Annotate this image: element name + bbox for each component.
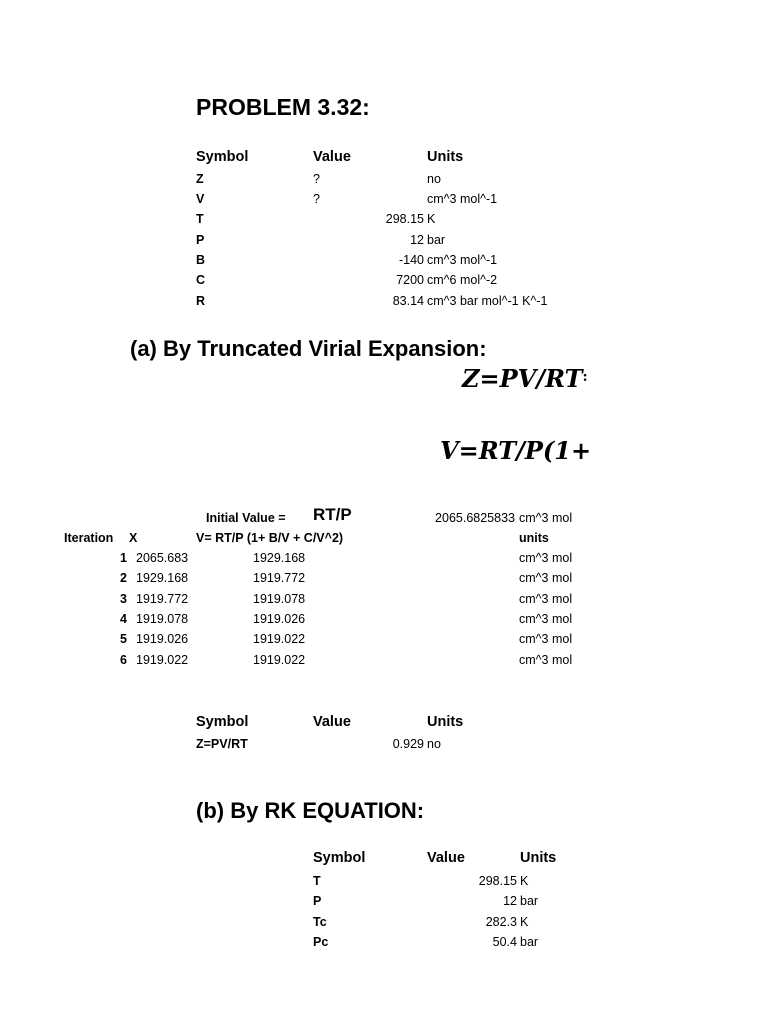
rk-units: K — [520, 915, 529, 929]
section-b-heading: (b) By RK EQUATION: — [196, 798, 425, 823]
rk-header-units: Units — [520, 850, 557, 866]
given-units: K — [427, 212, 436, 226]
given-value: 7200 — [396, 273, 424, 287]
iteration-v: 1919.026 — [253, 612, 306, 626]
iteration-v: 1919.078 — [253, 592, 306, 606]
units-header: units — [519, 531, 549, 545]
rk-units: bar — [520, 894, 539, 908]
header-units: Units — [427, 149, 464, 165]
given-symbol: C — [196, 273, 206, 287]
result-header-value: Value — [313, 714, 351, 730]
result-header-symbol: Symbol — [196, 714, 249, 730]
formula-header: V= RT/P (1+ B/V + C/V^2) — [196, 531, 344, 545]
iteration-units: cm^3 mol — [519, 653, 573, 667]
rk-units: bar — [520, 935, 539, 949]
iteration-header: Iteration — [64, 531, 114, 545]
given-value: ? — [313, 172, 320, 186]
iteration-v: 1919.772 — [253, 571, 306, 585]
given-symbol: B — [196, 253, 206, 267]
header-value: Value — [313, 149, 351, 165]
section-a-heading: (a) By Truncated Virial Expansion: — [130, 336, 487, 361]
equation-v: V=RT/P(1+ — [440, 436, 592, 465]
given-symbol: P — [196, 233, 205, 247]
rk-header-symbol: Symbol — [313, 850, 366, 866]
page-title: PROBLEM 3.32: — [196, 94, 370, 120]
rk-value: 50.4 — [492, 935, 517, 949]
iteration-x: 1919.078 — [136, 612, 189, 626]
given-symbol: R — [196, 294, 206, 308]
given-value: 83.14 — [392, 294, 424, 308]
rk-value: 282.3 — [485, 915, 517, 929]
rk-symbol: T — [313, 874, 321, 888]
given-value: 298.15 — [385, 212, 424, 226]
iteration-number: 5 — [120, 632, 127, 646]
given-value: ? — [313, 192, 320, 206]
iteration-units: cm^3 mol — [519, 612, 573, 626]
given-units: cm^3 bar mol^-1 K^-1 — [427, 294, 548, 308]
iteration-number: 2 — [120, 571, 127, 585]
iteration-number: 6 — [120, 653, 127, 667]
rk-units: K — [520, 874, 529, 888]
result-units: no — [427, 737, 441, 751]
iteration-x: 2065.683 — [136, 551, 189, 565]
result-value: 0.929 — [392, 737, 424, 751]
given-symbol: Z — [196, 172, 204, 186]
given-symbol: V — [196, 192, 205, 206]
iteration-v: 1929.168 — [253, 551, 306, 565]
iteration-v: 1919.022 — [253, 653, 306, 667]
iteration-x: 1919.772 — [136, 592, 189, 606]
equation-z-text: Z=PV/RT — [462, 364, 583, 393]
iteration-v: 1919.022 — [253, 632, 306, 646]
iteration-x: 1929.168 — [136, 571, 189, 585]
equation-z-tail: : — [582, 369, 588, 385]
given-units: cm^6 mol^-2 — [427, 273, 498, 287]
given-units: bar — [427, 233, 446, 247]
rk-header-value: Value — [427, 850, 465, 866]
rk-value: 12 — [503, 894, 517, 908]
given-units: cm^3 mol^-1 — [427, 253, 498, 267]
iteration-units: cm^3 mol — [519, 551, 573, 565]
equation-z — [462, 364, 588, 393]
header-symbol: Symbol — [196, 149, 249, 165]
iteration-units: cm^3 mol — [519, 592, 573, 606]
iteration-units: cm^3 mol — [519, 571, 573, 585]
given-units: no — [427, 172, 441, 186]
result-symbol: Z=PV/RT — [196, 737, 248, 751]
rk-symbol: Tc — [313, 915, 327, 929]
given-units: cm^3 mol^-1 — [427, 192, 498, 206]
result-header-units: Units — [427, 714, 464, 730]
initial-value-expression: RT/P — [313, 505, 352, 524]
rk-symbol: Pc — [313, 935, 329, 949]
iteration-x: 1919.022 — [136, 653, 189, 667]
rk-value: 298.15 — [478, 874, 517, 888]
given-value: 12 — [410, 233, 424, 247]
given-symbol: T — [196, 212, 204, 226]
iteration-number: 1 — [120, 551, 127, 565]
given-value: -140 — [398, 253, 424, 267]
initial-value-units: cm^3 mol — [519, 511, 573, 525]
rk-symbol: P — [313, 894, 322, 908]
iteration-number: 4 — [120, 612, 127, 626]
iteration-number: 3 — [120, 592, 127, 606]
initial-value-number: 2065.6825833 — [435, 511, 515, 525]
iteration-units: cm^3 mol — [519, 632, 573, 646]
iteration-x: 1919.026 — [136, 632, 189, 646]
x-header: X — [129, 531, 138, 545]
initial-value-label: Initial Value = — [206, 511, 286, 525]
